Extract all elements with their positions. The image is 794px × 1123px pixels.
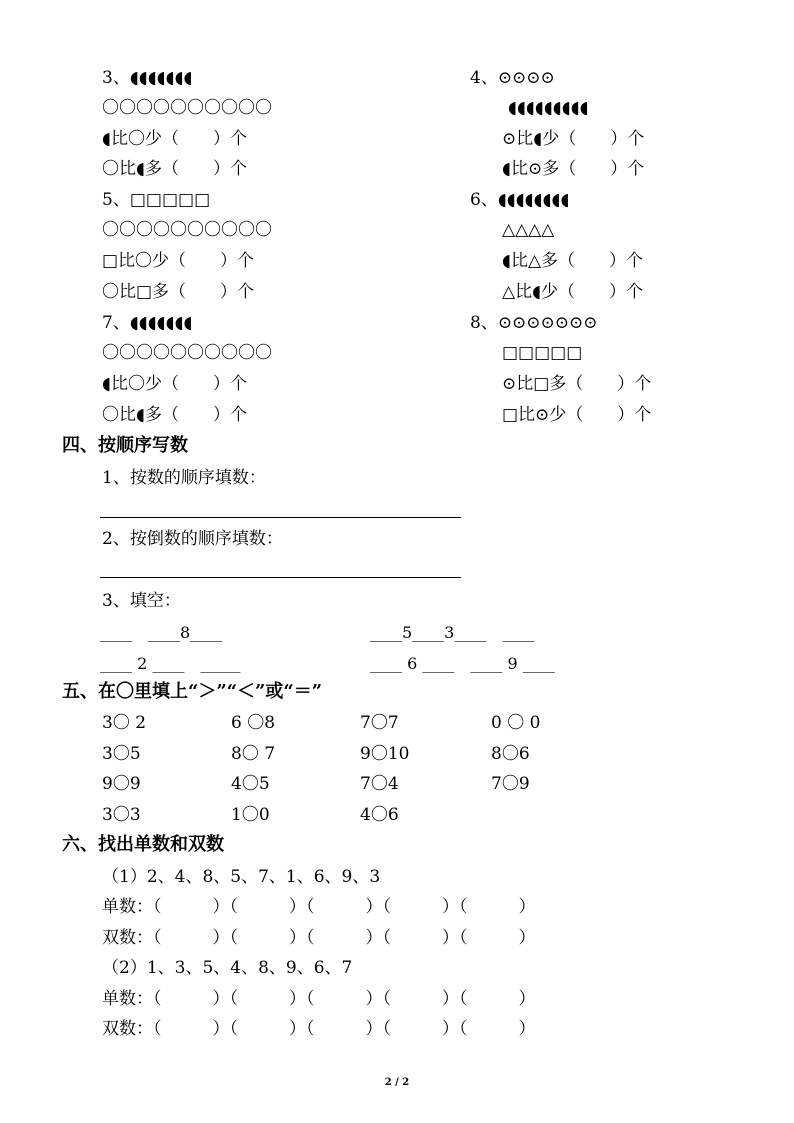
q4-title: 4、⊙⊙⊙⊙	[470, 68, 555, 88]
fill-blank-row1-right[interactable]: ____5____3____ ____	[370, 623, 535, 642]
q5-circle-row: 〇〇〇〇〇〇〇〇〇〇	[102, 220, 272, 240]
section6-problem-1: （1）2、4、8、5、7、1、6、9、3	[102, 867, 381, 887]
section4-heading: 四、按顺序写数	[62, 435, 188, 456]
even-answers-1[interactable]: 双数：（ ）（ ）（ ）（ ）（ ）	[102, 928, 536, 948]
odd-answers-2[interactable]: 单数：（ ）（ ）（ ）（ ）（ ）	[102, 989, 536, 1009]
compare-item[interactable]: 9〇10	[360, 744, 410, 764]
section5-heading: 五、在〇里填上“＞”“＜”或“＝”	[62, 681, 323, 702]
compare-item[interactable]: 3〇 2	[102, 713, 147, 733]
section4-q2: 2、按倒数的顺序填数：	[102, 529, 283, 549]
compare-item[interactable]: 4〇6	[360, 805, 399, 825]
q3-question-b: 〇比◖多（ ）个	[102, 159, 247, 179]
compare-item[interactable]: 9〇9	[102, 774, 141, 794]
compare-item[interactable]: 8〇 7	[231, 744, 276, 764]
q7-circle-row: 〇〇〇〇〇〇〇〇〇〇	[102, 343, 272, 363]
fill-blank-row1-left[interactable]: ____ ____8____	[100, 623, 223, 642]
q3-circle-row: 〇〇〇〇〇〇〇〇〇〇	[102, 98, 272, 118]
q7-question-b: 〇比◖多（ ）个	[102, 405, 247, 425]
fill-blank-row2-left[interactable]: ____ 2 ____ _____	[100, 654, 241, 673]
compare-item[interactable]: 7〇7	[360, 713, 399, 733]
q5-question-a: □比〇少（ ）个	[102, 251, 255, 271]
compare-item[interactable]: 3〇5	[102, 744, 141, 764]
answer-line-2[interactable]	[100, 577, 461, 578]
q8-question-a: ⊙比□多（ ）个	[502, 374, 652, 394]
compare-item[interactable]: 0 〇 0	[491, 713, 541, 733]
compare-item[interactable]: 8〇6	[491, 744, 530, 764]
q7-question-a: ◖比〇少（ ）个	[102, 374, 247, 394]
q5-question-b: 〇比□多（ ）个	[102, 282, 255, 302]
q4-question-b: ◖比⊙多（ ）个	[502, 159, 645, 179]
q4-question-a: ⊙比◖少（ ）个	[502, 129, 645, 149]
page-number: 2 / 2	[384, 1077, 410, 1088]
q6-title: 6、◖◖◖◖◖◖◖◖	[470, 190, 570, 210]
compare-item[interactable]: 3〇3	[102, 805, 141, 825]
section4-q1: 1、按数的顺序填数：	[102, 468, 266, 488]
q6-question-b: △比◖少（ ）个	[502, 282, 644, 302]
fill-blank-row2-right[interactable]: ____ 6 ____ ____ 9 ____	[370, 654, 555, 673]
q8-question-b: □比⊙少（ ）个	[502, 405, 652, 425]
q3-question-a: ◖比〇少（ ）个	[102, 129, 247, 149]
compare-item[interactable]: 1〇0	[231, 805, 270, 825]
q8-title: 8、⊙⊙⊙⊙⊙⊙⊙	[470, 313, 598, 333]
compare-item[interactable]: 6 〇8	[231, 713, 276, 733]
q7-title: 7、◖◖◖◖◖◖◖	[102, 313, 193, 333]
q4-shape-row: ◖◖◖◖◖◖◖◖◖	[508, 98, 589, 118]
q8-square-row: □□□□□	[502, 343, 583, 363]
compare-item[interactable]: 7〇9	[491, 774, 530, 794]
section6-heading: 六、找出单数和双数	[62, 834, 224, 855]
even-answers-2[interactable]: 双数：（ ）（ ）（ ）（ ）（ ）	[102, 1019, 536, 1039]
q6-question-a: ◖比△多（ ）个	[502, 251, 644, 271]
odd-answers-1[interactable]: 单数：（ ）（ ）（ ）（ ）（ ）	[102, 897, 536, 917]
q3-title: 3、◖◖◖◖◖◖◖	[102, 68, 193, 88]
section6-problem-2: （2）1、3、5、4、8、9、6、7	[102, 958, 353, 978]
section4-q3: 3、填空：	[102, 591, 181, 611]
compare-item[interactable]: 4〇5	[231, 774, 270, 794]
q6-triangle-row: △△△△	[502, 220, 555, 240]
answer-line-1[interactable]	[100, 517, 461, 518]
q5-title: 5、□□□□□	[102, 190, 211, 210]
compare-item[interactable]: 7〇4	[360, 774, 399, 794]
